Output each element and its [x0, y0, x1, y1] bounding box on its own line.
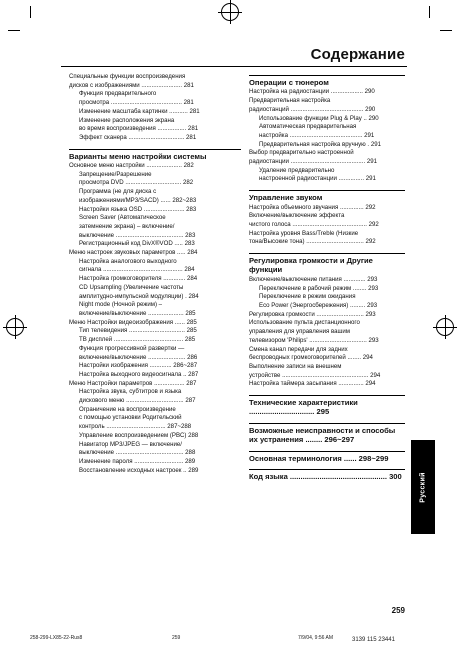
toc-item[interactable]: телевизором 'Philips' .................................. 293: [249, 336, 379, 344]
crop-mark: [429, 6, 430, 18]
section-rule: [69, 149, 241, 150]
toc-item[interactable]: радиостанции ............................................ 291: [249, 158, 377, 166]
crop-mark: [30, 6, 31, 18]
section-heading[interactable]: Управление звуком: [249, 193, 323, 203]
language-tab-label: Русский: [419, 471, 427, 503]
section-heading[interactable]: Основная терминология ...... 298~299: [249, 453, 389, 463]
registration-mark: [221, 3, 239, 21]
toc-subitem[interactable]: ТВ дисплей ......................................... 285: [79, 336, 196, 344]
toc-subitem[interactable]: Программа (не для диска с: [79, 188, 157, 196]
toc-subitem[interactable]: Изменение масштаба картинки ........... 281: [79, 107, 200, 115]
toc-subitem[interactable]: настройка ........................................... 291: [259, 131, 375, 139]
section-rule: [249, 395, 405, 396]
toc-section: [249, 75, 405, 87]
toc-item[interactable]: управления для управления вашим: [249, 328, 351, 336]
toc-subitem[interactable]: Тип телевидения ................................. 285: [79, 327, 197, 335]
footer-page: 259: [172, 635, 181, 641]
toc-subitem[interactable]: амплитудно-импульсной модуляции) . 284: [79, 292, 199, 300]
toc-section: [249, 451, 405, 463]
toc-subitem[interactable]: Управление воспроизведением (PBC) 288: [79, 431, 199, 439]
toc-item[interactable]: беспроводных громкоговорителей ........ 294: [249, 354, 373, 362]
toc-subitem[interactable]: Эффект сканера ................................. 281: [79, 133, 197, 141]
toc-item[interactable]: Включение/выключение питания ............. 293: [249, 275, 378, 283]
section-heading[interactable]: Технические характеристики ............................... 295: [249, 398, 358, 417]
toc-subitem[interactable]: Функция прогрессивной развертки —: [79, 344, 185, 352]
toc-subitem[interactable]: Регистрационный код DivX®VOD ..... 283: [79, 240, 195, 248]
registration-mark: [6, 318, 24, 336]
toc-section: [249, 423, 405, 445]
toc-section: [249, 469, 405, 481]
toc-subitem[interactable]: Изменение пароля ............................. 289: [79, 457, 196, 465]
section-heading[interactable]: Возможные неисправности и способы их устранения ........ 296~297: [249, 425, 396, 445]
toc-subitem[interactable]: Переключение в рабочий режим ........ 293: [259, 284, 379, 292]
toc-item[interactable]: чистого голоса ............................................ 292: [249, 220, 379, 228]
toc-section: [69, 149, 241, 161]
title-rule: [61, 66, 407, 67]
section-heading[interactable]: Регулировка громкости и Другие функции: [249, 256, 373, 275]
toc-subitem[interactable]: включение/выключение ..................... 285: [79, 309, 196, 317]
section-rule: [249, 451, 405, 452]
toc-item[interactable]: тона/Высокие тона) .................................. 292: [249, 238, 376, 246]
toc-subitem[interactable]: Функция предварительного: [79, 90, 157, 98]
toc-subitem[interactable]: сигнала ............................................... 284: [79, 266, 195, 274]
toc-subitem[interactable]: просмотра DVD ................................. 282: [79, 179, 194, 187]
toc-right-column: [249, 73, 405, 482]
page-number: 259: [391, 606, 405, 615]
toc-item[interactable]: Меню настроек звуковых параметров ..... 284: [69, 249, 198, 257]
toc-subitem[interactable]: Использование функции Plug & Play .. 290: [259, 114, 379, 122]
section-rule: [249, 190, 405, 191]
toc-item[interactable]: Выполнение записи на внешнем: [249, 362, 342, 370]
footer-code: 3139 115 23441: [352, 637, 395, 643]
toc-item[interactable]: Использование пульта дистанционного: [249, 319, 360, 327]
toc-item[interactable]: Настройка уровня Bass/Treble (Низкие: [249, 229, 359, 237]
toc-subitem[interactable]: Переключение в режим ожидания: [259, 293, 356, 301]
toc-subitem[interactable]: Настройки языка OSD ........................ 283: [79, 205, 197, 213]
toc-subitem[interactable]: во время воспроизведения ................. 281: [79, 125, 199, 133]
toc-subitem[interactable]: выключение ........................................ 288: [79, 449, 196, 457]
toc-item[interactable]: Меню Настройки параметров .................. 287: [69, 379, 197, 387]
toc-item[interactable]: Смена канал передачи для задних: [249, 345, 348, 353]
toc-subitem[interactable]: с помощью установки Родительский: [79, 414, 182, 422]
crop-mark: [440, 30, 452, 31]
toc-subitem[interactable]: CD Upsampling (Увеличение частоты: [79, 283, 184, 291]
toc-subitem[interactable]: изображениями/MP3/SACD) ...... 282~283: [79, 196, 197, 204]
toc-section: [249, 253, 405, 275]
toc-subitem[interactable]: Ограничение на воспроизведение: [79, 405, 176, 413]
toc-item[interactable]: Специальные функции воспроизведения: [69, 73, 186, 80]
toc-subitem[interactable]: Настройка звука, субтитров и языка: [79, 388, 182, 396]
section-heading[interactable]: Код языка .............................................. 300: [249, 472, 402, 482]
footer-file: 258-299-LX85-22-Rus8: [30, 635, 83, 641]
toc-section: [249, 395, 405, 417]
toc-item[interactable]: радиостанций ........................................... 290: [249, 105, 376, 113]
language-tab: [411, 440, 435, 534]
toc-subitem[interactable]: Night mode (Ночной режим) –: [79, 301, 163, 309]
toc-item[interactable]: устройстве ................................................... 294: [249, 371, 381, 379]
toc-subitem[interactable]: Запрещение/Разрешение: [79, 170, 152, 178]
toc-subitem[interactable]: Настройка аналогового выходного: [79, 257, 177, 265]
toc-subitem[interactable]: контроль ................................... 287~288: [79, 423, 192, 431]
toc-item[interactable]: Предварительная настройка: [249, 97, 331, 105]
toc-subitem[interactable]: Навигатор MP3/JPEG — включение/: [79, 440, 182, 448]
toc-subitem[interactable]: затемнение экрана) – включение/: [79, 222, 175, 230]
toc-item[interactable]: Меню Настройки видеоизображения ...... 285: [69, 318, 197, 326]
toc-subitem[interactable]: Настройка выходного видеосигнала .. 287: [79, 370, 199, 378]
toc-subitem[interactable]: Предварительная настройка вручную . 291: [259, 140, 381, 148]
section-rule: [249, 469, 405, 470]
toc-subitem[interactable]: Восстановление исходных настроек .. 289: [79, 466, 199, 474]
toc-subitem[interactable]: Настройка громкоговорителя ............. 284: [79, 275, 198, 283]
toc-item[interactable]: дисков с изображениями ........................ 281: [69, 81, 194, 89]
section-heading[interactable]: Варианты меню настройки системы: [69, 151, 207, 161]
toc-subitem[interactable]: Настройки изображения ............. 286~287: [79, 362, 198, 370]
toc-subitem[interactable]: Удаление предварительно: [259, 166, 335, 174]
toc-item[interactable]: Регулировка громкости ............................ 293: [249, 310, 376, 318]
toc-subitem[interactable]: настроенной радиостанции ............... 291: [259, 175, 376, 183]
section-rule: [249, 423, 405, 424]
toc-subitem[interactable]: Eco Power (Энергосбережения) ......... 293: [259, 301, 378, 309]
toc-item[interactable]: Настройка таймера засыпания ............... 294: [249, 380, 376, 388]
registration-mark: [436, 318, 454, 336]
toc-subitem[interactable]: включение/выключение ...................... 286: [79, 353, 198, 361]
toc-subitem[interactable]: Screen Saver (Автоматическое: [79, 214, 166, 222]
toc-item[interactable]: Настройка объемного звучания .............. 292: [249, 203, 376, 211]
toc-left-column: [69, 73, 241, 475]
toc-subitem[interactable]: Автоматическая предварительная: [259, 123, 357, 131]
toc-item[interactable]: Основное меню настройки ..................... 282: [69, 162, 194, 170]
toc-subitem[interactable]: выключение ........................................ 283: [79, 231, 196, 239]
toc-item[interactable]: Настройка на радиостанции ................... 290: [249, 88, 375, 96]
section-heading[interactable]: Операции с тюнером: [249, 78, 329, 87]
page-title: Содержание: [310, 46, 405, 63]
toc-subitem[interactable]: просмотра .......................................... 281: [79, 99, 194, 107]
toc-subitem[interactable]: дискового меню .................................. 287: [79, 397, 196, 405]
toc-item[interactable]: Включение/выключение эффекта: [249, 212, 345, 220]
crop-mark: [8, 30, 20, 31]
footer-date: 7/9/04, 9:56 AM: [298, 635, 334, 641]
section-rule: [249, 75, 405, 76]
section-rule: [249, 253, 405, 254]
toc-item[interactable]: Выбор предварительно настроенной: [249, 149, 354, 157]
toc-subitem[interactable]: Изменение расположения экрана: [79, 116, 175, 124]
toc-section: [249, 190, 405, 202]
